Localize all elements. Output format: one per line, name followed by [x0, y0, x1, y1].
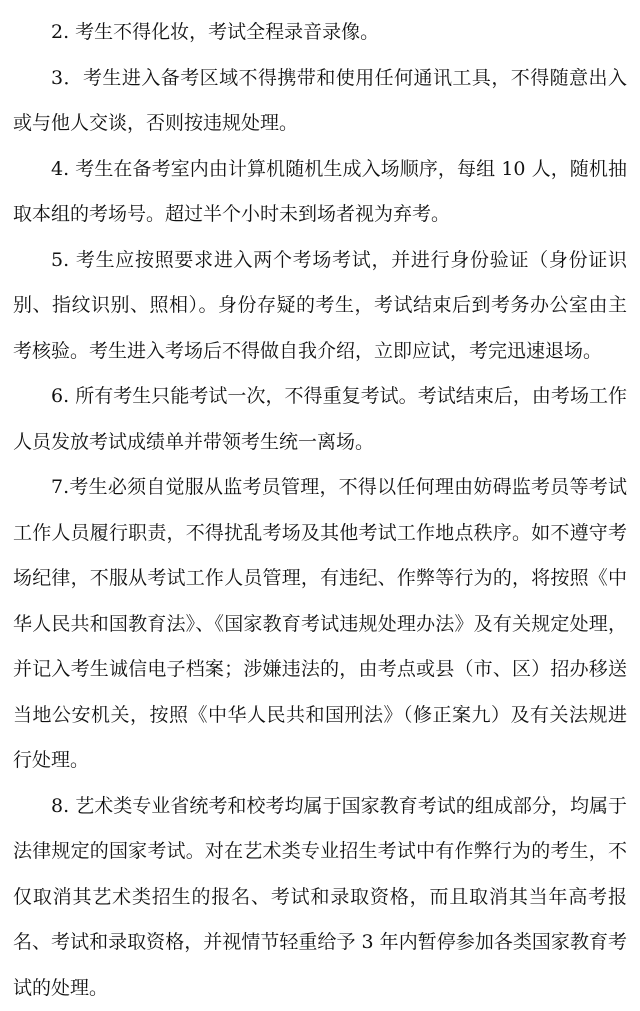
rule-2-paragraph: 2. 考生不得化妆，考试全程录音录像。: [13, 10, 627, 56]
rule-3-paragraph: 3．考生进入备考区域不得携带和使用任何通讯工具，不得随意出入或与他人交谈，否则按违规处理。: [13, 56, 627, 147]
rule-4-paragraph: 4. 考生在备考室内由计算机随机生成入场顺序，每组 10 人，随机抽取本组的考场号。超过半个小时未到场者视为弃考。: [13, 147, 627, 238]
rule-7-paragraph: 7.考生必须自觉服从监考员管理，不得以任何理由妨碍监考员等考试工作人员履行职责，不得扰乱考场及其他考试工作地点秩序。如不遵守考场纪律，不服从考试工作人员管理，有违纪、作弊等行为的，将按照《中华人民共和国教育法》、《国家教育考试违规处理办法》及有关规定处理，并记入考生诚信电子档案；涉嫌违法的，由考点或县（市、区）招办移送当地公安机关，按照《中华人民共和国刑法》（修正案九）及有关法规进行处理。: [13, 465, 627, 784]
document-body: [13, 10, 627, 1011]
rule-6-paragraph: 6. 所有考生只能考试一次，不得重复考试。考试结束后，由考场工作人员发放考试成绩单并带领考生统一离场。: [13, 374, 627, 465]
rule-5-paragraph: 5. 考生应按照要求进入两个考场考试，并进行身份验证（身份证识别、指纹识别、照相）。身份存疑的考生，考试结束后到考务办公室由主考核验。考生进入考场后不得做自我介绍，立即应试，考完迅速退场。: [13, 238, 627, 375]
rule-8-paragraph: 8. 艺术类专业省统考和校考均属于国家教育考试的组成部分，均属于法律规定的国家考试。对在艺术类专业招生考试中有作弊行为的考生，不仅取消其艺术类招生的报名、考试和录取资格，而且取消其当年高考报名、考试和录取资格，并视情节轻重给予 3 年内暂停参加各类国家教育考试的处理。: [13, 784, 627, 1011]
